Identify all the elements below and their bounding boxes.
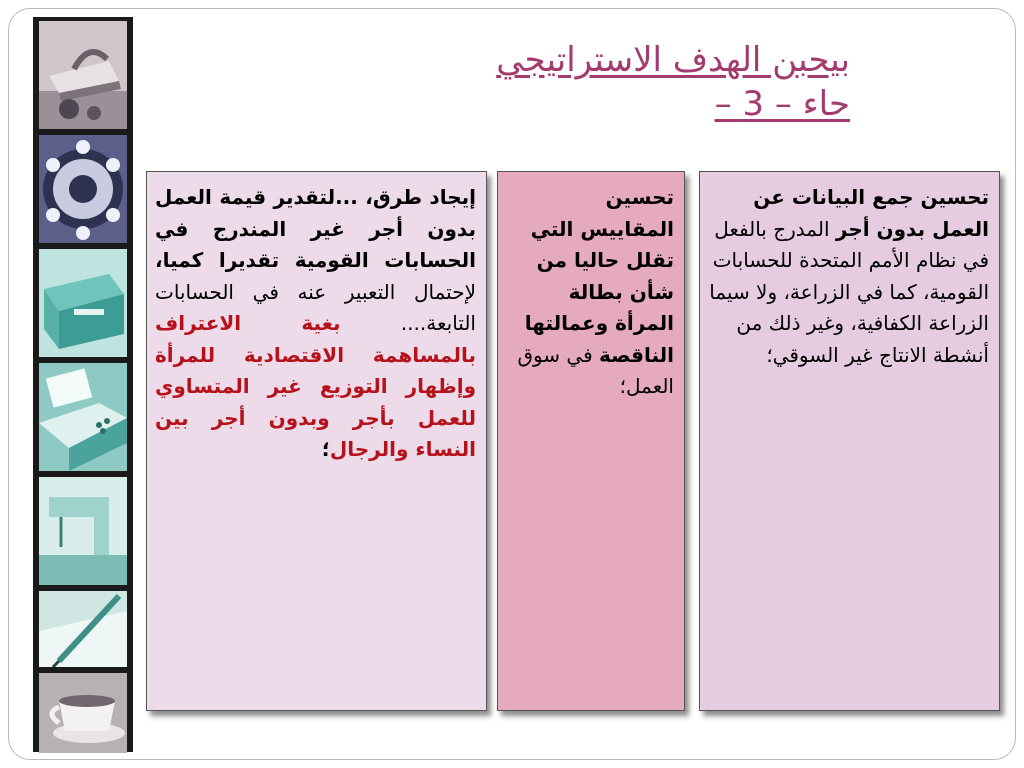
left-end-text: ؛: [321, 437, 330, 461]
filmstrip: [33, 17, 133, 752]
toolbox-photo: [39, 249, 127, 357]
left-bold-text: إيجاد طرق، ...لتقدير قيمة العمل بدون أجر غير المندرج في الحسابات القومية تقديرا كميا،: [155, 185, 476, 272]
text-box-middle: [497, 171, 685, 711]
right-normal-text: المدرج بالفعل في نظام الأمم المتحدة للحسابات القومية، كما في الزراعة، ولا سيما الزراعة الكفافية، وغير ذلك من أنشطة الانتاج غير السوقي؛: [709, 216, 989, 367]
middle-normal-text: في سوق العمل؛: [517, 342, 674, 398]
iron-photo: [39, 21, 127, 129]
gear-photo: [39, 135, 127, 243]
right-bold-text: تحسين جمع البيانات عن العمل بدون أجر: [753, 185, 989, 241]
middle-bold-text: تحسين المقاييس التي تقلل حاليا من شأن بطالة المرأة وعمالتها الناقصة: [524, 185, 674, 367]
fax-photo: [39, 363, 127, 471]
pen-photo: [39, 591, 127, 667]
teacup-photo: [39, 673, 127, 753]
title-line-1: بيحبن الهدف الاستراتيجي: [496, 40, 850, 80]
left-normal-text: لإحتمال التعبير عنه في الحسابات التابعة....: [155, 279, 476, 335]
title-line-2: حاء – 3 –: [714, 84, 850, 124]
left-red-text: بغية الاعتراف بالمساهمة الاقتصادية للمرأة وإظهار التوزيع غير المتساوي للعمل بأجر وبدون أجر بين النساء والرجال: [155, 311, 476, 461]
sewing-machine-photo: [39, 477, 127, 585]
text-box-left: [146, 171, 487, 711]
text-box-right: [699, 171, 1000, 711]
slide-title: [150, 38, 850, 126]
